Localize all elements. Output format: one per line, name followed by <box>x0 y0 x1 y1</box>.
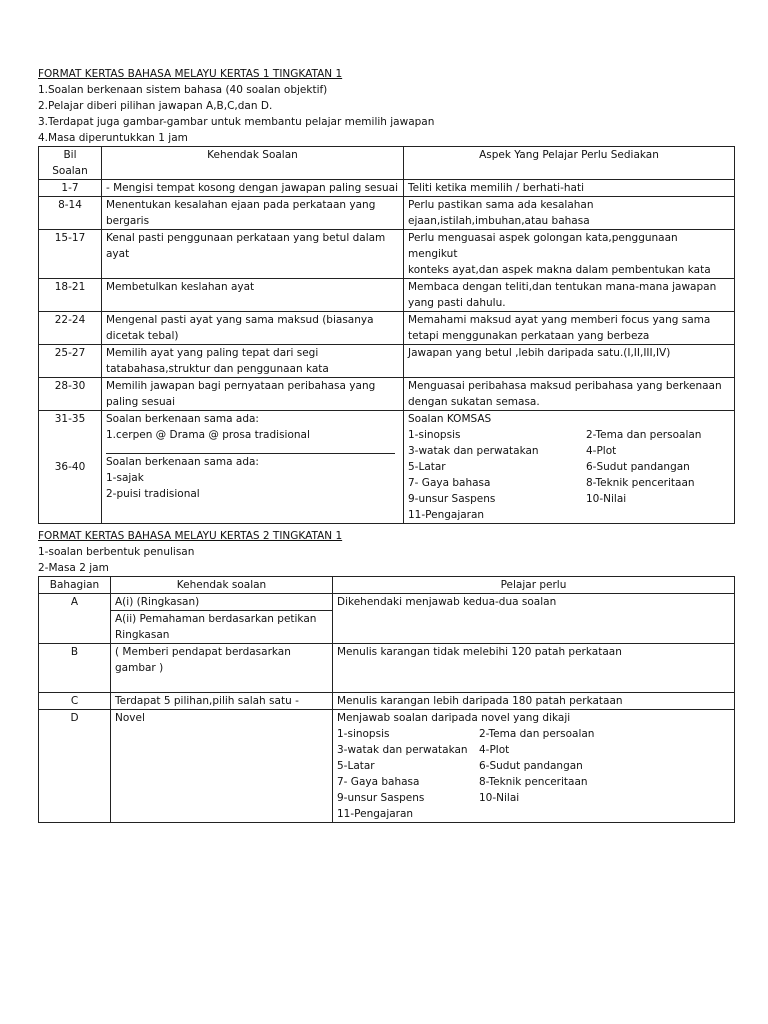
komsas-item: 4-Plot <box>479 744 510 756</box>
komsas-list <box>337 726 730 822</box>
paper1-note: 4.Masa diperuntukkan 1 jam <box>38 132 188 144</box>
komsas-item: 3-watak dan perwatakan <box>337 744 468 756</box>
header-bahagian: Bahagian <box>39 577 111 594</box>
bil-cell: 28-30 <box>39 378 102 411</box>
aspek-cell: Jawapan yang betul ,lebih daripada satu.(I,II,III,IV) <box>404 345 735 378</box>
paper2-title: FORMAT KERTAS BAHASA MELAYU KERTAS 2 TINGKATAN 1 <box>38 530 343 542</box>
komsas-item: 5-Latar <box>337 760 375 772</box>
header-kehendak: Kehendak soalan <box>111 577 333 594</box>
header-kehendak: Kehendak Soalan <box>102 147 404 180</box>
komsas-item: 3-watak dan perwatakan <box>408 445 539 457</box>
aspek-cell: Membaca dengan teliti,dan tentukan mana-mana jawapan yang pasti dahulu. <box>404 279 735 312</box>
bahagian-cell: C <box>39 693 111 710</box>
komsas-item: 5-Latar <box>408 461 446 473</box>
komsas-item: 9-unsur Saspens <box>337 792 425 804</box>
kehendak-cell: Novel <box>111 710 333 823</box>
header-pelajar: Pelajar perlu <box>333 577 735 594</box>
kehendak-cell: Mengenal pasti ayat yang sama maksud (biasanya dicetak tebal) <box>102 312 404 345</box>
komsas-item <box>586 507 730 523</box>
table-row <box>39 312 735 345</box>
table-row <box>39 594 735 611</box>
komsas-item: 8-Teknik penceritaan <box>586 477 695 489</box>
kehendak-cell: A(ii) Pemahaman berdasarkan petikan Ringkasan <box>111 611 333 644</box>
kehendak-cell: Membetulkan keslahan ayat <box>102 279 404 312</box>
komsas-item: 9-unsur Saspens <box>408 493 496 505</box>
aspek-cell: Menguasai peribahasa maksud peribahasa yang berkenaan dengan sukatan semasa. <box>404 378 735 411</box>
komsas-item: 1-sinopsis <box>408 429 461 441</box>
komsas-row <box>39 411 735 524</box>
paper1-title: FORMAT KERTAS BAHASA MELAYU KERTAS 1 TINGKATAN 1 <box>38 68 343 80</box>
bil-cell: 1-7 <box>39 180 102 197</box>
bil-cell: 18-21 <box>39 279 102 312</box>
paper1-note: 2.Pelajar diberi pilihan jawapan A,B,C,dan D. <box>38 100 273 112</box>
table-row <box>39 710 735 823</box>
kehendak-cell: Menentukan kesalahan ejaan pada perkataan yang bergaris <box>102 197 404 230</box>
kehendak-cell: Kenal pasti penggunaan perkataan yang betul dalam ayat <box>102 230 404 279</box>
bahagian-cell: A <box>39 594 111 644</box>
kehendak-cell: ( Memberi pendapat berdasarkan gambar ) <box>111 644 333 693</box>
bil-cell: 15-17 <box>39 230 102 279</box>
aspek-cell: Teliti ketika memilih / berhati-hati <box>404 180 735 197</box>
komsas-item: 11-Pengajaran <box>408 509 485 521</box>
komsas-item: 10-Nilai <box>586 493 627 505</box>
komsas-item: 2-Tema dan persoalan <box>479 728 595 740</box>
komsas-item: 6-Sudut pandangan <box>586 461 690 473</box>
table-row <box>39 230 735 279</box>
pelajar-cell: Dikehendaki menjawab kedua-dua soalan <box>333 594 735 644</box>
aspek-cell: Perlu pastikan sama ada kesalahan ejaan,istilah,imbuhan,atau bahasa <box>404 197 735 230</box>
komsas-item: 4-Plot <box>586 445 617 457</box>
header-aspek: Aspek Yang Pelajar Perlu Sediakan <box>404 147 735 180</box>
kehendak-cell: Memilih ayat yang paling tepat dari segi tatabahasa,struktur dan penggunaan kata <box>102 345 404 378</box>
bil-cell: 31-35 36-40 <box>39 411 102 524</box>
bahagian-cell: D <box>39 710 111 823</box>
paper2-table <box>38 576 735 823</box>
pelajar-cell: Menulis karangan tidak melebihi 120 patah perkataan <box>333 644 735 693</box>
komsas-item: 7- Gaya bahasa <box>408 477 491 489</box>
aspek-cell: Soalan KOMSAS 1-sinopsis 2-Tema dan persoalan 3-watak dan perwatakan 4-Plot 5-Latar 6-Sudut pandangan 7- Gaya bahasa 8-Teknik penceritaan 9-unsur Saspens 10-Nilai 11-Pengajaran <box>404 411 735 524</box>
komsas-item: 1-sinopsis <box>337 728 390 740</box>
komsas-item: 2-Tema dan persoalan <box>586 429 702 441</box>
komsas-item: 7- Gaya bahasa <box>337 776 420 788</box>
aspek-cell: Memahami maksud ayat yang memberi focus yang sama tetapi menggunakan perkataan yang berbeza <box>404 312 735 345</box>
komsas-item: 8-Teknik penceritaan <box>479 776 588 788</box>
komsas-item: 10-Nilai <box>479 792 520 804</box>
table-row <box>39 378 735 411</box>
header-bil: Bil Soalan <box>39 147 102 180</box>
paper2-note: 1-soalan berbentuk penulisan <box>38 546 195 558</box>
table-row <box>39 197 735 230</box>
paper1-section <box>38 66 734 524</box>
pelajar-cell: Menulis karangan lebih daripada 180 patah perkataan <box>333 693 735 710</box>
table-row <box>39 279 735 312</box>
komsas-item <box>479 806 730 822</box>
paper2-section <box>38 528 734 823</box>
paper1-table <box>38 146 735 524</box>
bahagian-cell: B <box>39 644 111 693</box>
kehendak-cell: Terdapat 5 pilihan,pilih salah satu - <box>111 693 333 710</box>
kehendak-cell: Memilih jawapan bagi pernyataan peribahasa yang paling sesuai <box>102 378 404 411</box>
paper2-header-row <box>39 577 735 594</box>
paper1-note: 1.Soalan berkenaan sistem bahasa (40 soalan objektif) <box>38 84 328 96</box>
bil-cell: 22-24 <box>39 312 102 345</box>
paper1-header-row <box>39 147 735 180</box>
kehendak-cell: A(i) (Ringkasan) <box>111 594 333 611</box>
komsas-list <box>408 427 730 523</box>
table-row <box>39 345 735 378</box>
komsas-item: 6-Sudut pandangan <box>479 760 583 772</box>
komsas-item: 11-Pengajaran <box>337 808 414 820</box>
kehendak-cell: - Mengisi tempat kosong dengan jawapan paling sesuai <box>102 180 404 197</box>
bil-cell: 25-27 <box>39 345 102 378</box>
kehendak-cell: Soalan berkenaan sama ada: 1.cerpen @ Drama @ prosa tradisional Soalan berkenaan sama ada: 1-sajak 2-puisi tradisional <box>102 411 404 524</box>
bil-cell: 8-14 <box>39 197 102 230</box>
paper2-note: 2-Masa 2 jam <box>38 562 109 574</box>
paper1-note: 3.Terdapat juga gambar-gambar untuk membantu pelajar memilih jawapan <box>38 116 435 128</box>
pelajar-cell: Menjawab soalan daripada novel yang dikaji 1-sinopsis 2-Tema dan persoalan 3-watak dan perwatakan 4-Plot 5-Latar 6-Sudut pandangan 7- Gaya bahasa 8-Teknik penceritaan 9-unsur Saspens 10-Nilai 11-Pengajaran <box>333 710 735 823</box>
table-row <box>39 180 735 197</box>
table-row <box>39 644 735 693</box>
aspek-cell: Perlu menguasai aspek golongan kata,penggunaan mengikut konteks ayat,dan aspek makna dalam pembentukan kata <box>404 230 735 279</box>
table-row <box>39 693 735 710</box>
